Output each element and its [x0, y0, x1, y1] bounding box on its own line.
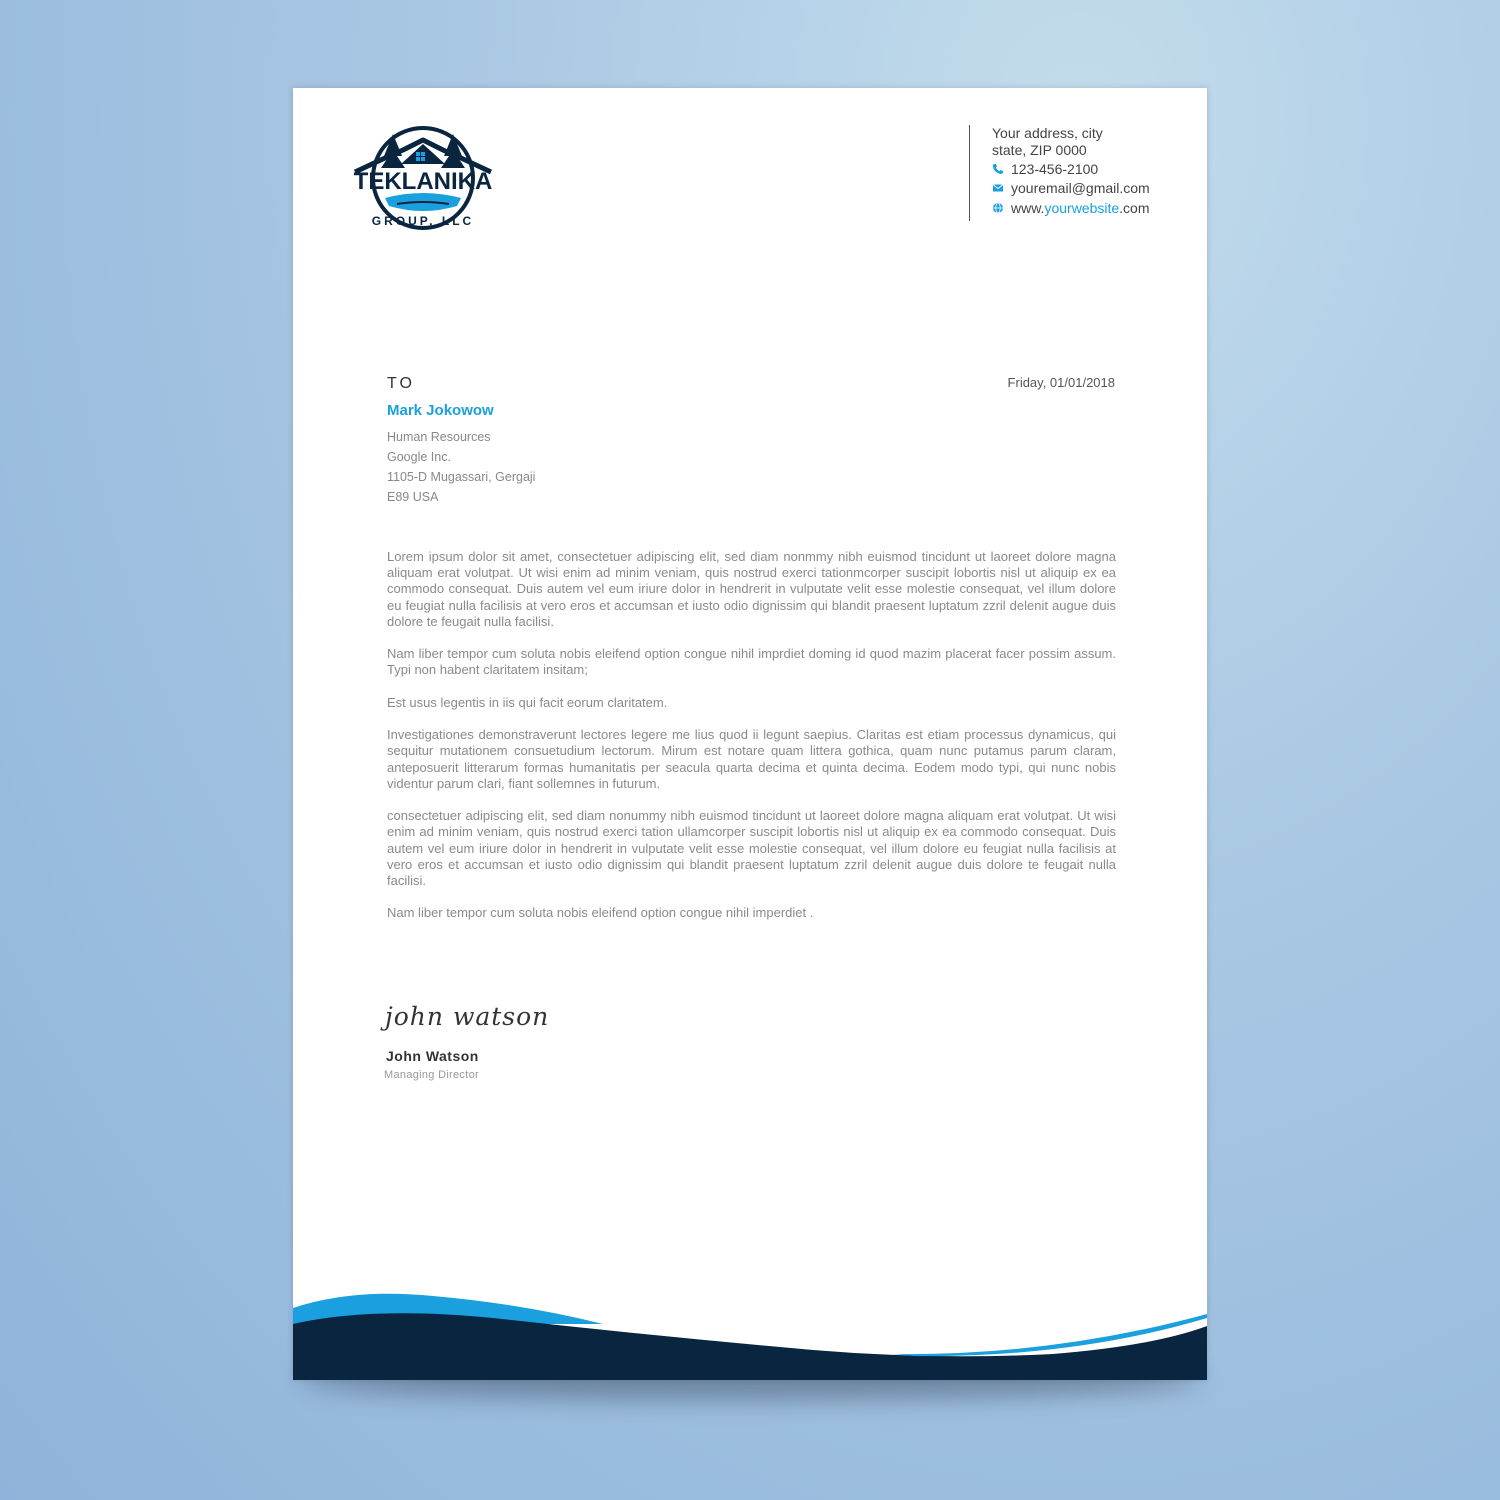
- body-paragraph: Nam liber tempor cum soluta nobis eleifend option congue nihil imprdiet doming id quod mazim placerat facer possim assum. Typi non habent claritatem insitam;: [387, 646, 1116, 678]
- body-paragraph: Investigationes demonstraverunt lectores legere me lius quod ii legunt saepius. Claritas est etiam processus dynamicus, qui sequitur mutationem consuetudium lectorum. Mirum est notare quam littera gothica, quam nunc putamus parum claram, anteposuerit litterarum formas humanitatis per seacula quarta decima et quinta decima. Eodem modo typi, qui nunc nobis videntur parum clari, fiant sollemnes in futurum.: [387, 727, 1116, 791]
- signer-title: Managing Director: [384, 1069, 479, 1081]
- email-row: [992, 179, 1150, 199]
- recipient-address: [387, 427, 535, 507]
- recipient-postal: E89 USA: [387, 490, 439, 504]
- body-paragraph: Est usus legentis in iis qui facit eorum claritatem.: [387, 694, 668, 710]
- website-row: [992, 198, 1150, 218]
- website-link[interactable]: www.yourwebsite.com: [1011, 199, 1150, 216]
- recipient-department: Human Resources: [387, 430, 491, 444]
- body-paragraph: Lorem ipsum dolor sit amet, consectetuer adipiscing elit, sed diam nonmmy nibh euismod tincidunt ut laoreet dolore magna aliquam erat volutpat. Ut wisi enim ad minim veniam, quis nostrud exerci tationmcorper suscipit lobortis nisl ut aliquip ex ea commodo consequat. Duis autem vel eum iriure dolor in hendrerit in vulputate velit esse molestie consequat, vel illum dolore eu feugiat nulla facilisis at vero eros et accumsan et iusto odio dignissim qui blandit praesent luptatum zzril delenit augue duis dolore te feugait nulla facilisi.: [387, 549, 1116, 629]
- contact-block: [992, 125, 1150, 218]
- globe-icon: [992, 202, 1004, 214]
- mail-icon: [992, 182, 1004, 194]
- letter-body: [387, 549, 1116, 938]
- address-line-2: state, ZIP 0000: [992, 142, 1087, 158]
- phone-number: 123-456-2100: [1011, 160, 1099, 177]
- footer-wave: [293, 1288, 1207, 1380]
- signer-name: John Watson: [386, 1048, 479, 1064]
- recipient-name: Mark Jokowow: [387, 402, 494, 419]
- email-address[interactable]: youremail@gmail.com: [1011, 180, 1150, 197]
- address-line-1: Your address, city: [992, 125, 1103, 141]
- contact-divider: [969, 125, 970, 221]
- phone-row: [992, 159, 1150, 179]
- company-logo: [351, 122, 495, 238]
- letter-date: Friday, 01/01/2018: [1007, 375, 1115, 390]
- to-label: TO: [387, 375, 415, 392]
- body-paragraph: Nam liber tempor cum soluta nobis eleifend option congue nihil imperdiet .: [387, 905, 814, 921]
- recipient-company: Google Inc.: [387, 450, 451, 464]
- phone-icon: [992, 163, 1004, 175]
- logo-wordmark: TEKLANIKA: [353, 168, 493, 195]
- recipient-street: 1105-D Mugassari, Gergaji: [387, 470, 536, 484]
- letterhead-page: [293, 88, 1207, 1380]
- handwritten-signature: john watson: [385, 1002, 550, 1031]
- body-paragraph: consectetuer adipiscing elit, sed diam nonummy nibh euismod tincidunt ut laoreet dolore magna aliquam erat volutpat. Ut wisi enim ad minim veniam, quis nostrud exerci tation ullamcorper suscipit lobortis nisl ut aliquip ex ea commodo consequat. Duis autem vel eum iriure dolor in hendrerit in vulputate velit esse molestie consequat, vel illum dolore eu feugiat nulla facilisis at vero eros et accumsan et iusto odio dignissim qui blandit praesent luptatum zzril delenit augue duis dolore te feugait nulla facilisi.: [387, 808, 1116, 888]
- logo-tagline: GROUP, LLC: [371, 214, 475, 228]
